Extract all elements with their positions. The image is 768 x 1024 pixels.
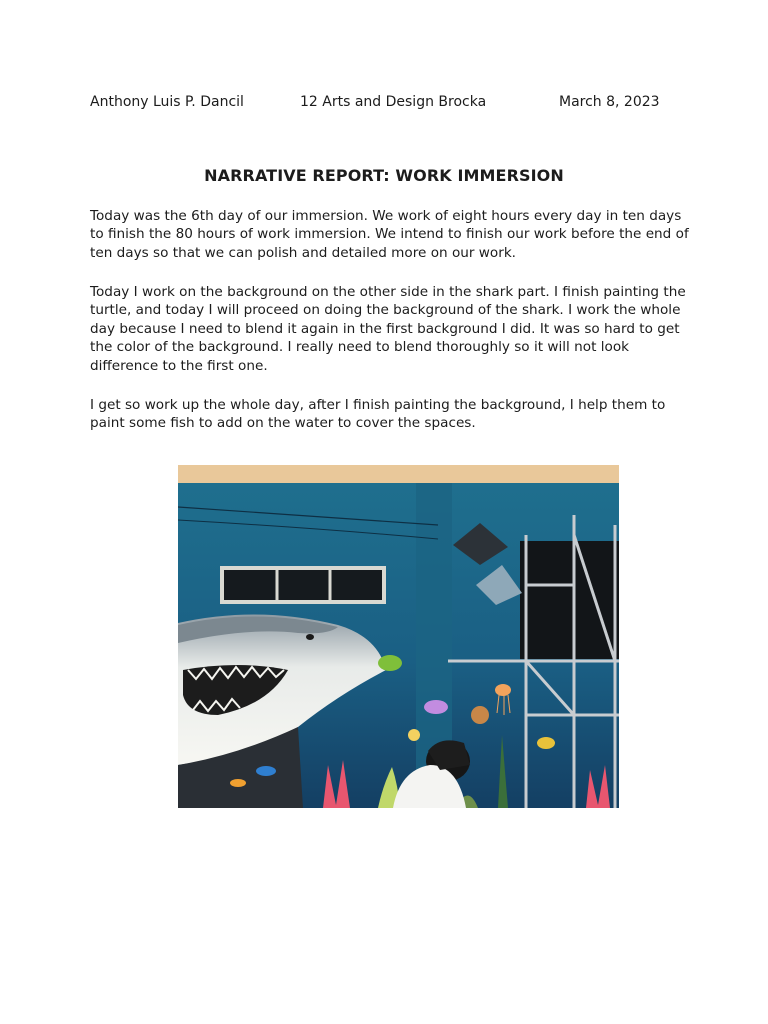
paragraph-2: Today I work on the background on the other side in the shark part. I finish painting the turtle, and today I will proceed on doing the background of the shark. I work the whole day because I need to blend it again in the first background I did. It was so hard to get the color of the background. I really need to blend thoroughly so it will not look difference to the first one. <box>90 284 686 374</box>
report-title: NARRATIVE REPORT: WORK IMMERSION <box>204 166 564 185</box>
class-section: 12 Arts and Design Brocka <box>300 94 487 110</box>
report-date: March 8, 2023 <box>559 94 660 110</box>
author-name: Anthony Luis P. Dancil <box>90 94 244 110</box>
document-header <box>90 94 690 114</box>
paragraph-1: Today was the 6th day of our immersion. We work of eight hours every day in ten days to finish the 80 hours of work immersion. We intend to finish our work before the end of ten days so that we can polish and detailed more on our work. <box>90 208 689 261</box>
mural-photo <box>178 465 619 808</box>
paragraph-3: I get so work up the whole day, after I finish painting the background, I help them to paint some fish to add on the water to cover the spaces. <box>90 397 666 432</box>
